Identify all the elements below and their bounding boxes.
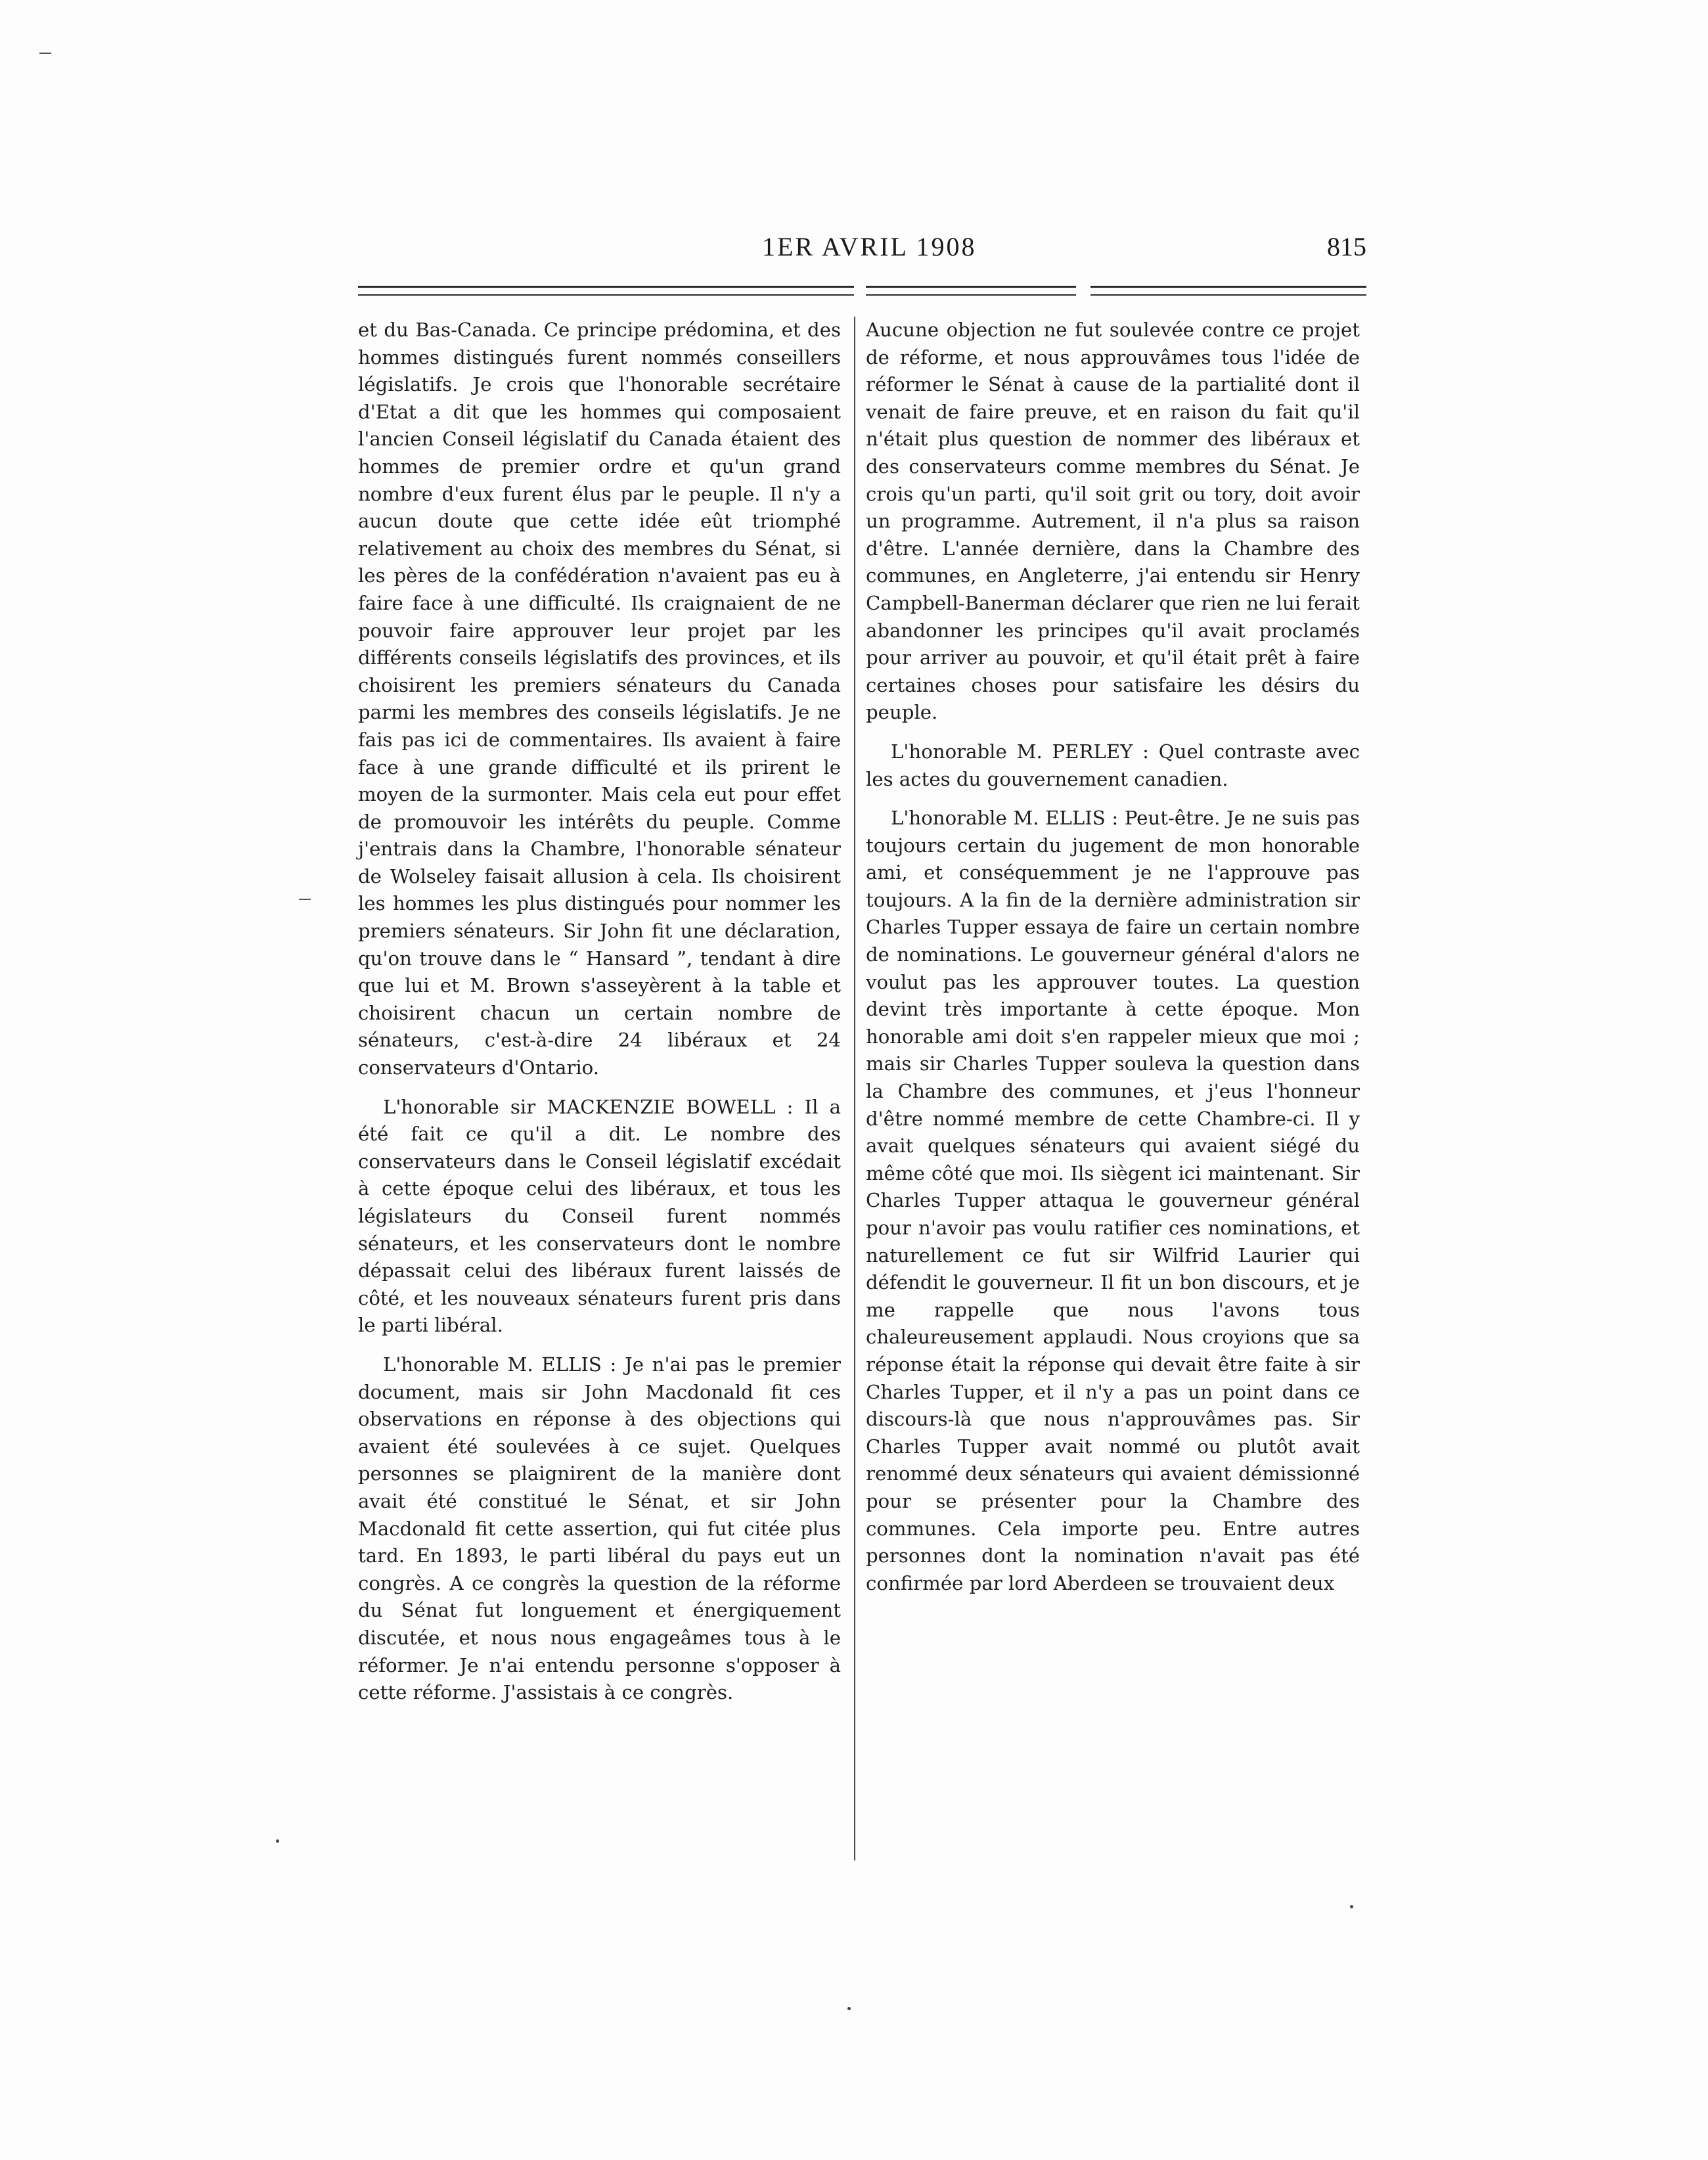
paragraph xyxy=(866,805,1360,1597)
page-header xyxy=(355,231,1366,271)
scan-artifact xyxy=(1350,1905,1353,1908)
header-rule-right xyxy=(1090,286,1366,296)
scan-artifact xyxy=(299,899,311,900)
paragraph-text: Je n'ai pas le premier document, mais sir John Macdonald fit ces observations en réponse à des objections qui avaient été soulevées à ce sujet. Quelques personnes se plaignirent de la manière dont avait été constitué le Sénat, et sir John Macdonald fit cette assertion, qui fut citée plus tard. En 1893, le parti libéral du pays eut un congrès. A ce congrès la question de la réforme du Sénat fut longuement et énergiquement discutée, et nous nous engageâmes tous à le réformer. Je n'ai entendu personne s'opposer à cette réforme. J'assistais à ce congrès. xyxy=(358,1353,841,1704)
speaker-name: L'honorable M. ELLIS : xyxy=(383,1353,617,1376)
header-rule-left xyxy=(358,286,854,296)
paragraph-text: Peut-être. Je ne suis pas toujours certain du jugement de mon honorable ami, et conséquemment je ne l'approuve pas toujours. A la fin de la dernière administration sir Charles Tupper essaya de faire un certain nombre de nominations. Le gouverneur général d'alors ne voulut pas les approuver toutes. La question devint très importante à cette époque. Mon honorable ami doit s'en rappeler mieux que moi ; mais sir Charles Tupper souleva la question dans la Chambre des communes, et j'eus l'honneur d'être nommé membre de cette Chambre-ci. Il y avait quelques sénateurs qui avaient siégé du même côté que moi. Ils siègent ici maintenant. Sir Charles Tupper attaqua le gouverneur général pour n'avoir pas voulu ratifier ces nominations, et naturellement ce fut sir Wilfrid Laurier qui défendit le gouverneur. Il fit un bon discours, et je me rappelle que nous l'avons tous chaleureusement applaudi. Nous croyions que sa réponse était la réponse qui devait être faite à sir Charles Tupper, et il n'y a pas un point dans ce discours-là que nous n'approuvâmes pas. Sir Charles Tupper avait nommé ou plutôt avait renommé deux sénateurs qui avaient démissionné pour se présenter pour la Chambre des communes. Cela importe peu. Entre autres personnes dont la nomination n'avait pas été confirmée par lord Aberdeen se trouvaient deux xyxy=(866,807,1360,1594)
paragraph xyxy=(358,317,841,1082)
paragraph xyxy=(866,317,1360,727)
column-divider xyxy=(854,317,855,1860)
left-column xyxy=(358,317,841,1707)
paragraph-text: Quel contraste avec les actes du gouvernement canadien. xyxy=(866,740,1360,790)
page-number: 815 xyxy=(1327,232,1366,261)
paragraph xyxy=(358,1351,841,1707)
speaker-name: L'honorable sir MACKENZIE BOWELL : xyxy=(383,1095,794,1118)
running-title: 1ER AVRIL 1908 xyxy=(762,232,977,261)
paragraph-text: Il a été fait ce qu'il a dit. Le nombre des conservateurs dans le Conseil législatif excédait à cette époque celui des libéraux, et tous les législateurs du Conseil furent nommés sénateurs, et les conservateurs dont le nombre dépassait celui des libéraux furent laissés de côté, et les nouveaux sénateurs furent pris dans le parti libéral. xyxy=(358,1095,842,1337)
right-column xyxy=(866,317,1360,1597)
paragraph-text: et du Bas-Canada. Ce principe prédomina, et des hommes distingués furent nommés conseillers législatifs. Je crois que l'honorable secrétaire d'Etat a dit que les hommes qui composaient l'ancien Conseil législatif du Canada étaient des hommes de premier ordre et qu'un grand nombre d'eux furent élus par le peuple. Il n'y a aucun doute que cette idée eût triomphé relativement au choix des membres du Sénat, si les pères de la confédération n'avaient pas eu à faire face à une difficulté. Ils craignaient de ne pouvoir faire approuver leur projet par les différents conseils législatifs des provinces, et ils choisirent les premiers sénateurs du Canada parmi les membres des conseils législatifs. Je ne fais pas ici de commentaires. Ils avaient à faire face à une grande difficulté et ils prirent le moyen de la surmonter. Mais cela eut pour effet de promouvoir les intérêts du peuple. Comme j'entrais dans la Chambre, l'honorable sénateur de Wolseley faisait allusion à cela. Ils choisirent les hommes les plus distingués pour nommer les premiers sénateurs. Sir John fit une déclaration, qu'on trouve dans le “ Hansard ”, tendant à dire que lui et M. Brown s'asseyèrent à la table et choisirent chacun un certain nombre de sénateurs, c'est-à-dire 24 libéraux et 24 conservateurs d'Ontario. xyxy=(358,319,841,1079)
scan-artifact xyxy=(276,1839,279,1843)
scan-artifact xyxy=(847,2007,851,2010)
speaker-name: L'honorable M. ELLIS : xyxy=(891,807,1119,830)
paragraph xyxy=(866,738,1360,793)
speaker-name: L'honorable M. PERLEY : xyxy=(891,740,1150,763)
paragraph xyxy=(358,1094,841,1339)
header-rule-middle xyxy=(866,286,1076,296)
paragraph-text: Aucune objection ne fut soulevée contre ce projet de réforme, et nous approuvâmes tous l'idée de réformer le Sénat à cause de la partialité dont il venait de faire preuve, et en raison du fait qu'il n'était plus question de nommer des libéraux et des conservateurs comme membres du Sénat. Je crois qu'un parti, qu'il soit grit ou tory, doit avoir un programme. Autrement, il n'a plus sa raison d'être. L'année dernière, dans la Chambre des communes, en Angleterre, j'ai entendu sir Henry Campbell-Banerman déclarer que rien ne lui ferait abandonner les principes qu'il avait proclamés pour arriver au pouvoir, et qu'il était prêt à faire certaines choses pour satisfaire les désirs du peuple. xyxy=(866,319,1360,724)
scan-artifact xyxy=(39,53,51,54)
